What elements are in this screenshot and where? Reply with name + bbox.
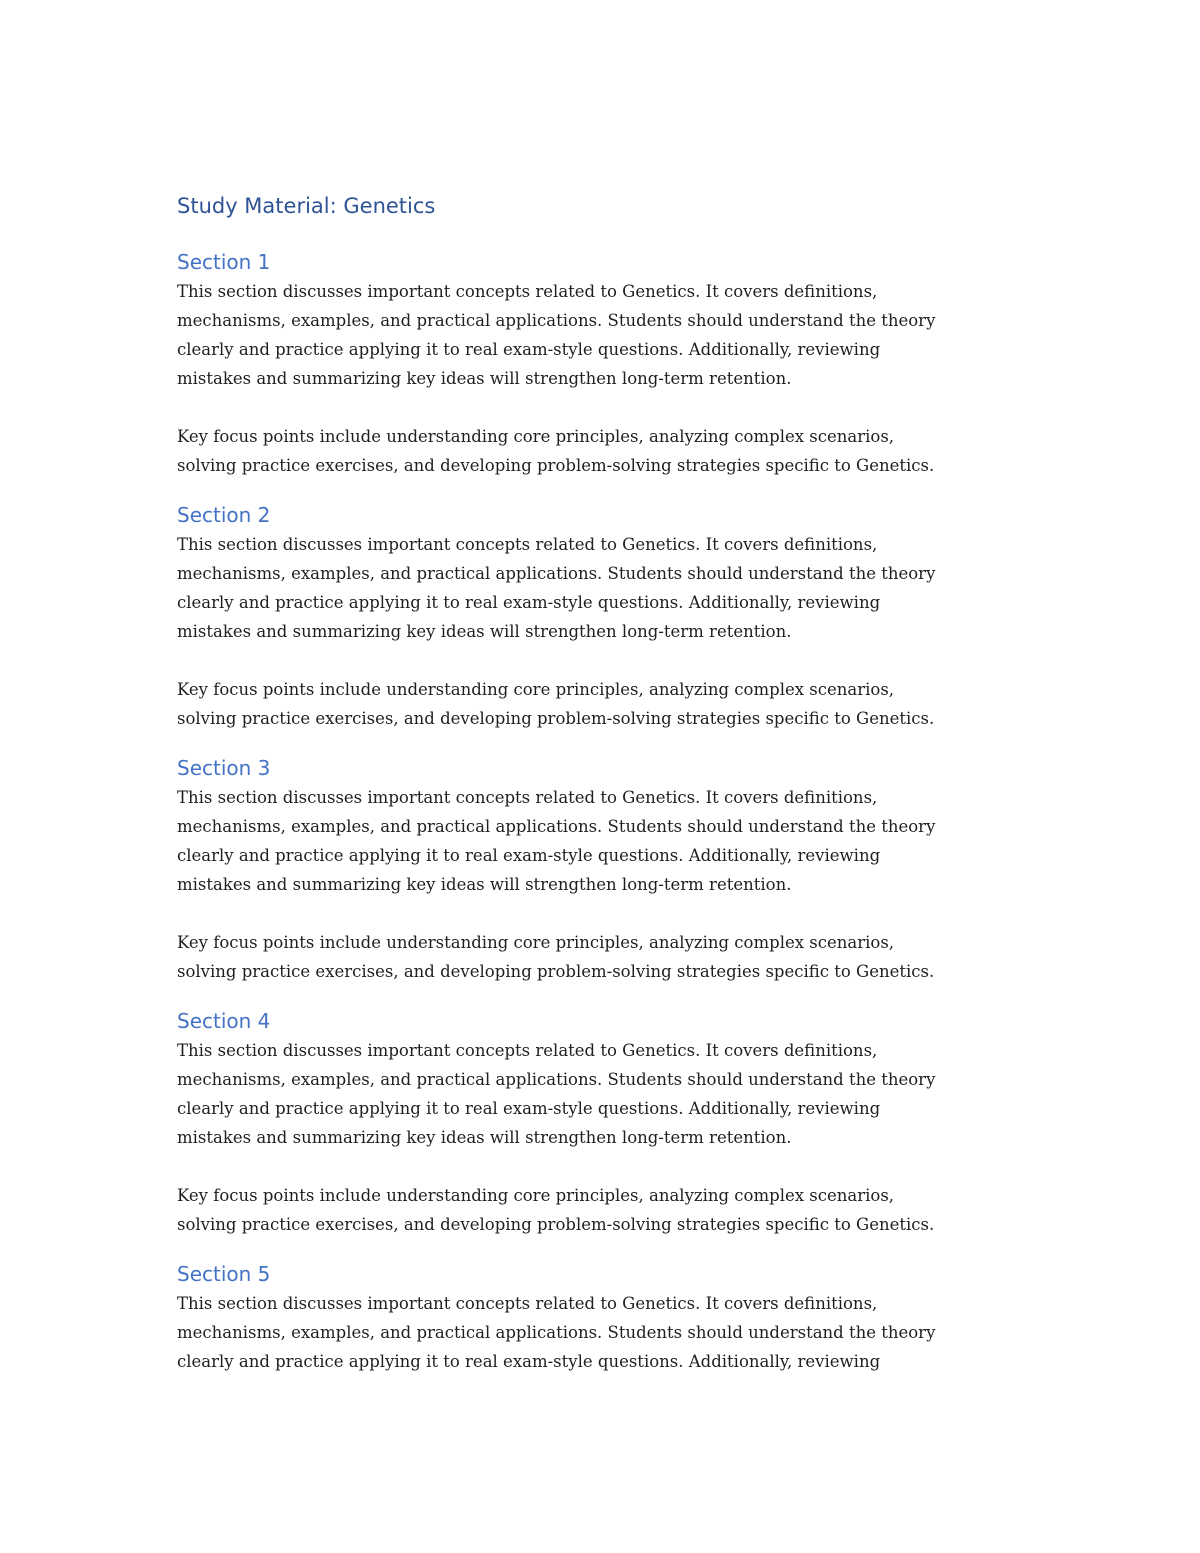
paragraph-line: solving practice exercises, and developing problem-solving strategies specific to Genetics. [177,962,935,981]
section-heading: Section 2 [177,503,271,527]
paragraph-line: Key focus points include understanding core principles, analyzing complex scenarios, [177,680,895,699]
paragraph-line: mistakes and summarizing key ideas will strengthen long-term retention. [177,369,792,388]
section-1 [177,247,1027,480]
section-paragraph-overview [177,530,1027,646]
section-2 [177,500,1027,733]
document-content [177,190,1027,1376]
paragraph-line: This section discusses important concepts related to Genetics. It covers definitions, [177,1041,878,1060]
section-heading: Section 5 [177,1262,271,1286]
document-title: Study Material: Genetics [177,194,436,218]
section-paragraph-focus [177,675,1027,733]
section-3 [177,753,1027,986]
paragraph-line: mistakes and summarizing key ideas will strengthen long-term retention. [177,875,792,894]
section-paragraph-focus [177,928,1027,986]
paragraph-line: clearly and practice applying it to real exam-style questions. Additionally, reviewing [177,846,881,865]
section-paragraph-overview [177,1036,1027,1152]
section-paragraph-focus [177,1181,1027,1239]
paragraph-line: This section discusses important concepts related to Genetics. It covers definitions, [177,1294,878,1313]
section-heading: Section 1 [177,250,271,274]
paragraph-line: This section discusses important concepts related to Genetics. It covers definitions, [177,788,878,807]
paragraph-line: Key focus points include understanding core principles, analyzing complex scenarios, [177,933,895,952]
paragraph-line: mechanisms, examples, and practical applications. Students should understand the theory [177,564,936,583]
paragraph-line: solving practice exercises, and developing problem-solving strategies specific to Genetics. [177,456,935,475]
paragraph-line: mechanisms, examples, and practical applications. Students should understand the theory [177,1070,936,1089]
section-4 [177,1006,1027,1239]
section-paragraph-overview [177,277,1027,393]
paragraph-line: clearly and practice applying it to real exam-style questions. Additionally, reviewing [177,1352,881,1371]
paragraph-line: Key focus points include understanding core principles, analyzing complex scenarios, [177,1186,895,1205]
section-5 [177,1259,1027,1376]
paragraph-line: clearly and practice applying it to real exam-style questions. Additionally, reviewing [177,340,881,359]
paragraph-line: solving practice exercises, and developing problem-solving strategies specific to Genetics. [177,1215,935,1234]
paragraph-line: mechanisms, examples, and practical applications. Students should understand the theory [177,311,936,330]
paragraph-line: clearly and practice applying it to real exam-style questions. Additionally, reviewing [177,1099,881,1118]
paragraph-line: Key focus points include understanding core principles, analyzing complex scenarios, [177,427,895,446]
section-heading: Section 3 [177,756,271,780]
paragraph-line: solving practice exercises, and developing problem-solving strategies specific to Genetics. [177,709,935,728]
paragraph-line: clearly and practice applying it to real exam-style questions. Additionally, reviewing [177,593,881,612]
paragraph-line: mistakes and summarizing key ideas will strengthen long-term retention. [177,622,792,641]
paragraph-line: mechanisms, examples, and practical applications. Students should understand the theory [177,817,936,836]
section-heading: Section 4 [177,1009,271,1033]
paragraph-line: mistakes and summarizing key ideas will strengthen long-term retention. [177,1128,792,1147]
section-paragraph-overview [177,1289,1027,1376]
paragraph-line: This section discusses important concepts related to Genetics. It covers definitions, [177,282,878,301]
paragraph-line: This section discusses important concepts related to Genetics. It covers definitions, [177,535,878,554]
section-paragraph-focus [177,422,1027,480]
section-paragraph-overview [177,783,1027,899]
paragraph-line: mechanisms, examples, and practical applications. Students should understand the theory [177,1323,936,1342]
